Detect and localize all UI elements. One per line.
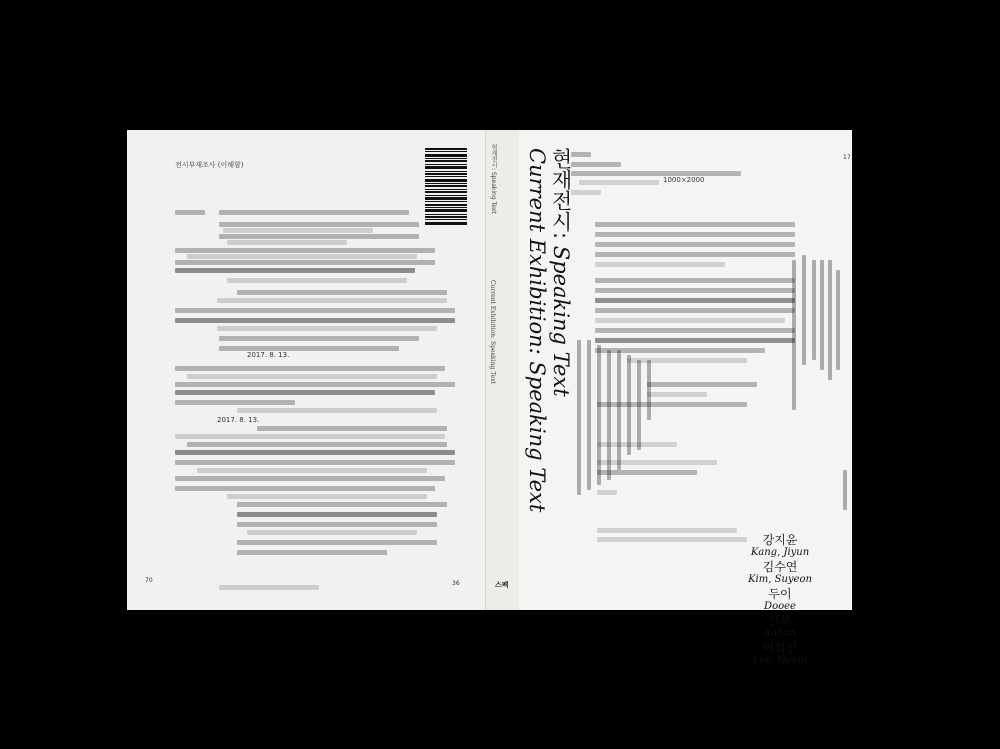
author-name-ko: 이희인 [762, 641, 798, 655]
author-name-ko: 김수연 [762, 560, 798, 574]
author-name-en: Dooee [764, 601, 796, 612]
author-1 [735, 534, 825, 559]
author-5 [735, 642, 825, 667]
cover-title-korean: 현재전시: [549, 148, 573, 240]
author-name-en: Kim, Suyeon [748, 574, 812, 585]
author-name-en: Kang, Jiyun [750, 547, 810, 558]
barcode [425, 148, 467, 242]
publisher-logo: 스펙 [495, 581, 509, 589]
cover-title [525, 148, 573, 512]
front-cover-page-number: 17 [843, 154, 851, 161]
author-name-ko: 안부 [768, 614, 792, 628]
author-2 [735, 561, 825, 586]
author-list [735, 534, 825, 669]
author-name-en: Anbuh [763, 628, 797, 639]
back-cover-header-label: 전시부재조사 (이해함) [175, 161, 244, 169]
back-cover-page-left: 70 [145, 577, 153, 584]
cover-title-english-short: Speaking Text [549, 245, 573, 397]
spine-title-top: 현재전시: Speaking Text [490, 144, 497, 214]
back-cover-date-1: 2017. 8. 13. [247, 351, 290, 359]
cover-title-english-full: Current Exhibition: Speaking Text [525, 148, 549, 513]
author-name-ko: 강지윤 [762, 533, 798, 547]
back-cover-page-right: 36 [452, 580, 460, 587]
author-4 [735, 615, 825, 640]
book-cover-spread [127, 130, 852, 666]
author-name-en: Lee, Heein [752, 655, 808, 666]
author-3 [735, 588, 825, 613]
front-cover-dimension: 1000×2000 [663, 176, 705, 184]
back-cover-date-2: 2017. 8. 13. [217, 416, 260, 424]
author-name-ko: 두이 [768, 587, 792, 601]
spine-title-bottom: Current Exhibition: Speaking Text [489, 280, 496, 385]
